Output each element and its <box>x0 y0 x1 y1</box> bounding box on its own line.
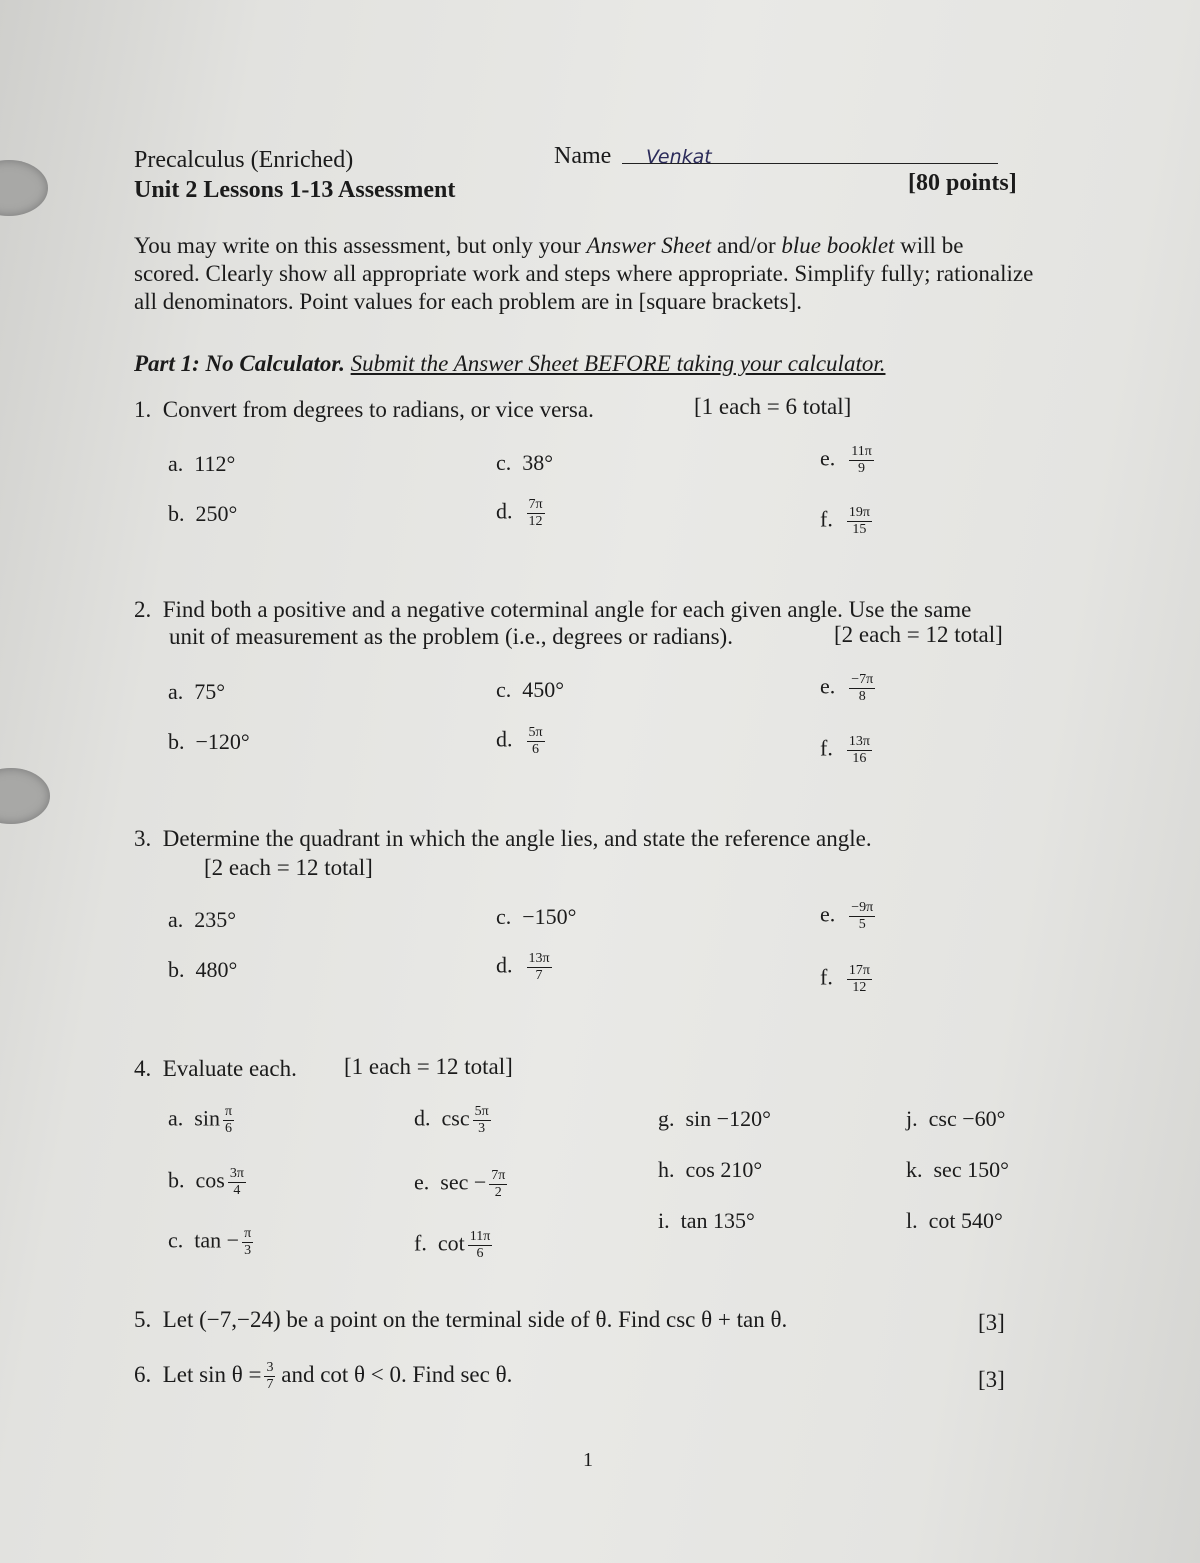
q1-a: a. 112° <box>168 451 236 476</box>
q1-f: f. $\frac{19\pi}{15}$ <box>820 505 870 537</box>
q1-e: e. $\frac{11\pi}{9}$ <box>820 444 872 476</box>
q2-d: d. $\frac{5\pi}{6}$ <box>496 725 543 757</box>
q5-points: [3] <box>978 1310 1005 1335</box>
q4-c: c. tan − $\frac{\pi}{3}$ <box>168 1226 252 1258</box>
q1-prompt: 1. Convert from degrees to radians, or vice versa. <box>134 397 594 422</box>
q2-prompt-line2: unit of measurement as the problem (i.e., degrees or radians). <box>169 624 733 649</box>
q4-f: f. cot $\frac{11\pi}{6}$ <box>414 1229 491 1261</box>
q4-j: j. csc −60° <box>906 1106 1006 1131</box>
q6-prompt: 6. Let sin θ = $\frac{3}{7}$ and cot θ < 0. Find sec θ. <box>134 1360 513 1392</box>
q2-e: e. $\frac{-7\pi}{8}$ <box>820 672 874 704</box>
course-title: Precalculus (Enriched) <box>134 147 354 173</box>
q2-b: b. −120° <box>168 729 250 754</box>
q3-e: e. $\frac{-9\pi}{5}$ <box>820 900 874 932</box>
q3-points: [2 each = 12 total] <box>204 855 373 880</box>
instructions: You may write on this assessment, but only your Answer Sheet and/or blue booklet will be scored. Clearly show all appropriate work and steps where appropriate. Simplify fully; rationalize all denominators. Point values for each problem are in [square brackets]. <box>134 233 1034 314</box>
q4-d: d. csc $\frac{5\pi}{3}$ <box>414 1104 489 1136</box>
part1-heading: Part 1: No Calculator. Submit the Answer Sheet BEFORE taking your calculator. <box>134 351 886 376</box>
q4-points: [1 each = 12 total] <box>344 1054 513 1079</box>
q2-a: a. 75° <box>168 679 226 704</box>
q1-b: b. 250° <box>168 501 238 526</box>
q3-d: d. $\frac{13\pi}{7}$ <box>496 951 550 983</box>
name-value: Venkat <box>646 146 712 168</box>
q4-e: e. sec − $\frac{7\pi}{2}$ <box>414 1168 506 1200</box>
q4-k: k. sec 150° <box>906 1157 1009 1182</box>
q5-prompt: 5. Let (−7,−24) be a point on the terminal side of θ. Find csc θ + tan θ. <box>134 1307 788 1332</box>
q1-c: c. 38° <box>496 450 554 475</box>
q2-c: c. 450° <box>496 677 565 702</box>
q4-i: i. tan 135° <box>658 1208 755 1233</box>
q6-points: [3] <box>978 1367 1005 1392</box>
q2-f: f. $\frac{13\pi}{16}$ <box>820 734 870 766</box>
q4-a: a. sin $\frac{\pi}{6}$ <box>168 1104 233 1136</box>
q4-prompt: 4. Evaluate each. <box>134 1056 297 1081</box>
q2-points: [2 each = 12 total] <box>834 622 1003 647</box>
q4-h: h. cos 210° <box>658 1157 763 1182</box>
q2-prompt-line1: 2. Find both a positive and a negative coterminal angle for each given angle. Use the same <box>134 597 972 622</box>
page-number: 1 <box>583 1449 593 1471</box>
q3-f: f. $\frac{17\pi}{12}$ <box>820 963 870 995</box>
total-points: [80 points] <box>908 170 1017 196</box>
q3-prompt: 3. Determine the quadrant in which the angle lies, and state the reference angle. <box>134 826 872 851</box>
unit-title: Unit 2 Lessons 1-13 Assessment <box>134 177 456 203</box>
q4-g: g. sin −120° <box>658 1106 771 1131</box>
name-label: Name <box>554 143 612 169</box>
q1-d: d. $\frac{7\pi}{12}$ <box>496 497 543 529</box>
q4-b: b. cos $\frac{3\pi}{4}$ <box>168 1166 244 1198</box>
q4-l: l. cot 540° <box>906 1208 1003 1233</box>
q1-points: [1 each = 6 total] <box>694 394 852 419</box>
q3-b: b. 480° <box>168 957 238 982</box>
q3-a: a. 235° <box>168 907 237 932</box>
q3-c: c. −150° <box>496 904 577 929</box>
